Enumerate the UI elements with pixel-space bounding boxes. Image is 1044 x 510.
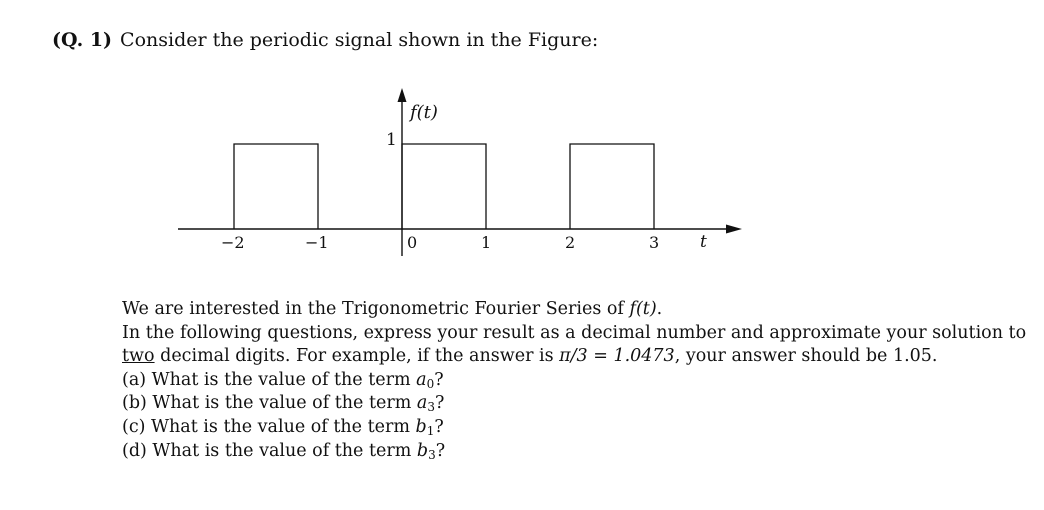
t-axis-arrow-icon bbox=[726, 225, 742, 234]
tick-label: 1 bbox=[481, 233, 492, 252]
question-part-d: (d) What is the value of the term $b_3$? bbox=[122, 440, 446, 462]
tick-label: 0 bbox=[407, 233, 418, 252]
question-part-c: (c) What is the value of the term $b_1$? bbox=[122, 416, 444, 438]
y-axis-label: f(t) bbox=[410, 102, 438, 123]
question-prompt: Consider the periodic signal shown in the Figure: bbox=[120, 29, 599, 51]
x-axis-label: t bbox=[700, 232, 707, 252]
instruction-line-1: In the following questions, express your result as a decimal number and approximate your solution to bbox=[122, 322, 1027, 343]
question-parts bbox=[122, 369, 1022, 463]
pulse-1 bbox=[234, 144, 318, 229]
tick-label: −2 bbox=[221, 233, 245, 252]
intro-line: We are interested in the Trigonometric Fourier Series of f(t). bbox=[122, 299, 663, 319]
tick-label: −1 bbox=[305, 233, 329, 252]
question-body bbox=[122, 298, 1027, 463]
amplitude-label: 1 bbox=[386, 130, 397, 150]
question-part-b: (b) What is the value of the term $a_3$? bbox=[122, 393, 445, 415]
f-axis-arrow-icon bbox=[398, 88, 407, 102]
tick-labels bbox=[221, 233, 659, 252]
pulse-3 bbox=[570, 144, 654, 229]
underlined-word: two bbox=[122, 346, 155, 367]
question-number: (Q. 1) bbox=[52, 29, 113, 51]
tick-label: 3 bbox=[649, 233, 660, 252]
pulse-group bbox=[234, 144, 654, 229]
tick-label: 2 bbox=[565, 233, 576, 252]
question-part-a: (a) What is the value of the term $a_0$? bbox=[122, 369, 444, 391]
instruction-line-2: two decimal digits. For example, if the answer is π/3 = 1.0473, your answer should be 1.05. bbox=[122, 346, 938, 367]
pulse-2 bbox=[402, 144, 486, 229]
